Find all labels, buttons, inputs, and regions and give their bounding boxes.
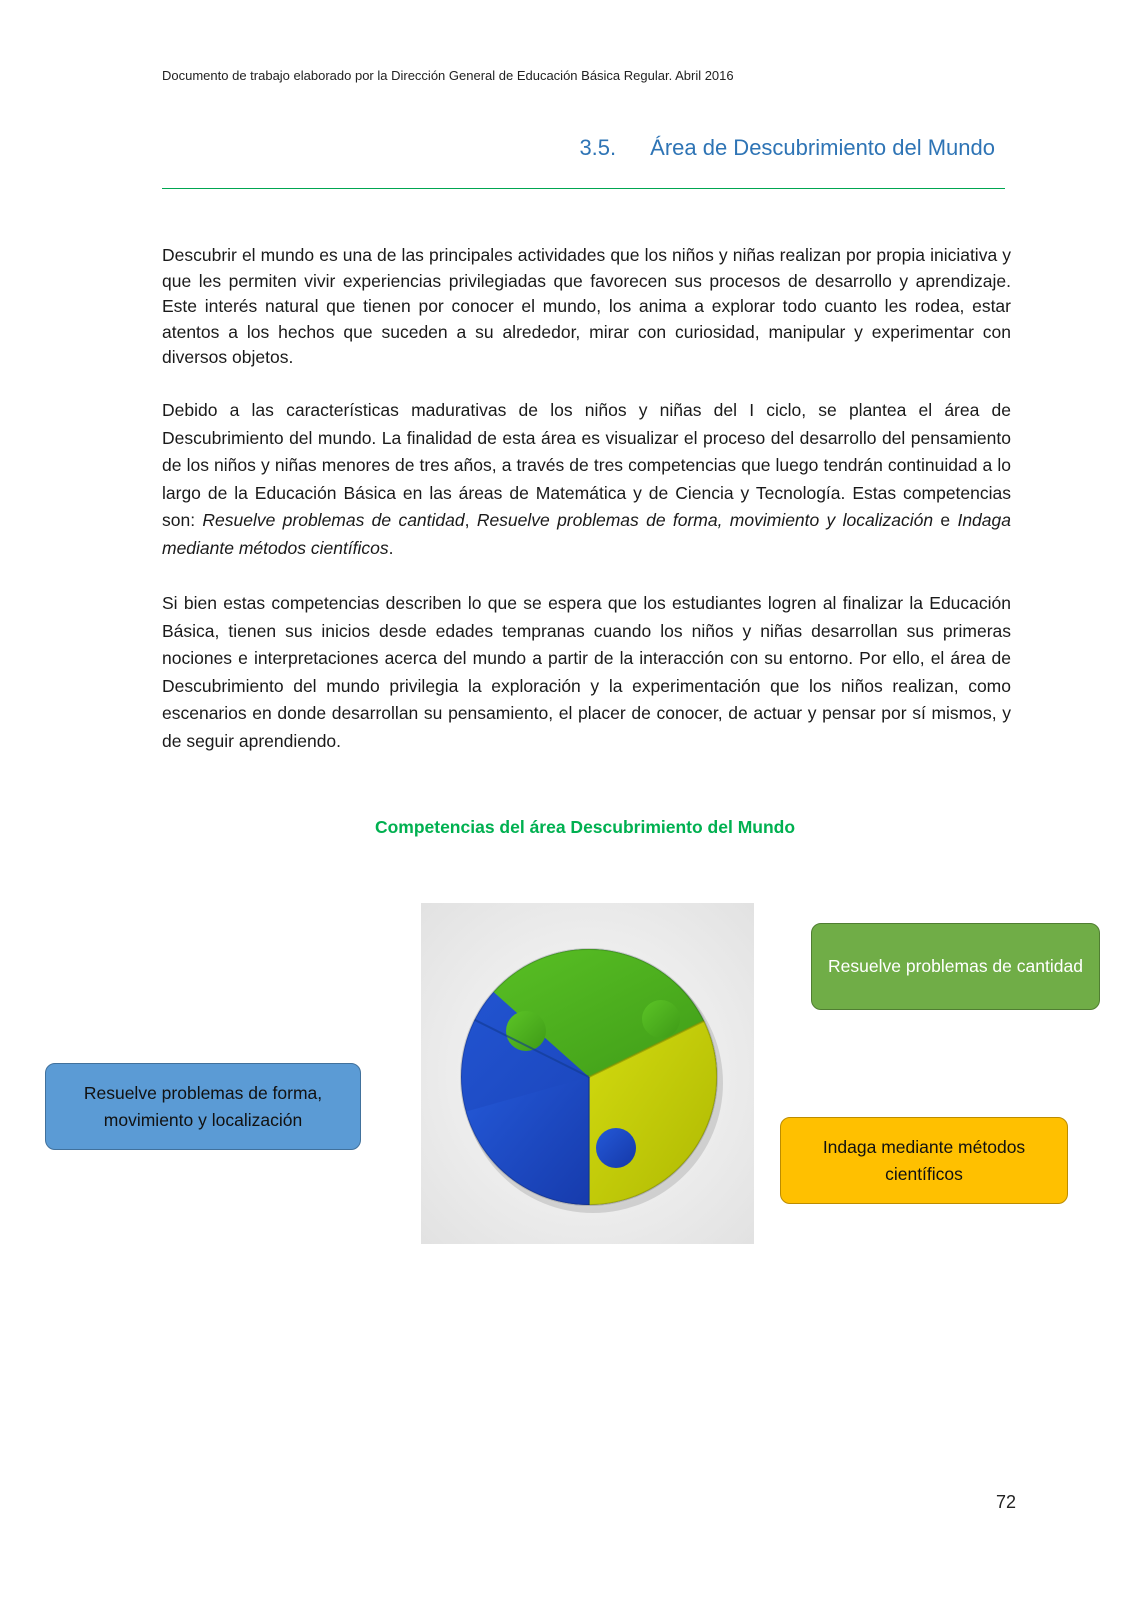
paragraph-intro: Descubrir el mundo es una de las principales actividades que los niños y niñas realizan por propia iniciativa y que les permiten vivir experiencias privilegiadas que favorecen sus procesos de desarrollo y aprendizaje. Este interés natural que tienen por conocer el mundo, los anima a explorar todo cuanto les rodea, estar atentos a los hechos que suceden a su alrededor, mirar con curiosidad, manipular y experimentar con diversos objetos.: [162, 245, 1011, 367]
paragraph-competencies: [162, 397, 1011, 562]
period: .: [388, 537, 394, 558]
callout-indaga: Indaga mediante métodos científicos: [780, 1117, 1068, 1204]
puzzle-image: [421, 903, 754, 1244]
document-header-note: Documento de trabajo elaborado por la Dirección General de Educación Básica Regular. Abril 2016: [162, 68, 734, 83]
competency-forma-mention: Resuelve problemas de forma, movimiento y localización: [476, 510, 934, 530]
separator: e: [933, 510, 958, 530]
competency-indaga-mention: Indaga mediante métodos científicos: [162, 510, 1011, 558]
paragraph-early-learning: Si bien estas competencias describen lo que se espera que los estudiantes logren al finalizar la Educación Básica, tienen sus inicios desde edades tempranas cuando los niños y niñas desarrollan sus primeras nociones e interpretaciones acerca del mundo a partir de la interacción con su entorno. Por ello, el área de Descubrimiento del mundo privilegia la exploración y la experimentación que los niños realizan, como escenarios en donde desarrollan su pensamiento, el placer de conocer, de actuar y pensar por sí mismos, y de seguir aprendiendo.: [162, 593, 1011, 751]
competency-cantidad-mention: Resuelve problemas de cantidad: [202, 510, 465, 530]
puzzle-circle-icon: [421, 903, 754, 1244]
figure-title: Competencias del área Descubrimiento del Mundo: [374, 817, 796, 837]
section-divider: [162, 188, 1005, 189]
page-number: 72: [995, 1492, 1016, 1512]
section-title-text: Área de Descubrimiento del Mundo: [650, 135, 995, 160]
callout-forma-movimiento: Resuelve problemas de forma, movimiento y localización: [45, 1063, 361, 1150]
callout-cantidad: Resuelve problemas de cantidad: [811, 923, 1100, 1010]
separator: ,: [464, 510, 477, 530]
paragraph-competencies-text: Debido a las características madurativas de los niños y niñas del I ciclo, se plantea el área de Descubrimiento del mundo. La finalidad de esta área es visualizar el proceso del desarrollo del pensamiento de los niños y niñas menores de tres años, a través de tres competencias que luego tendrán continuidad a lo largo de la Educación Básica en las áreas de Matemática y de Ciencia y Tecnología. Estas competencias son:: [162, 400, 1011, 530]
section-number: 3.5.: [579, 135, 617, 160]
section-title: [579, 135, 995, 161]
